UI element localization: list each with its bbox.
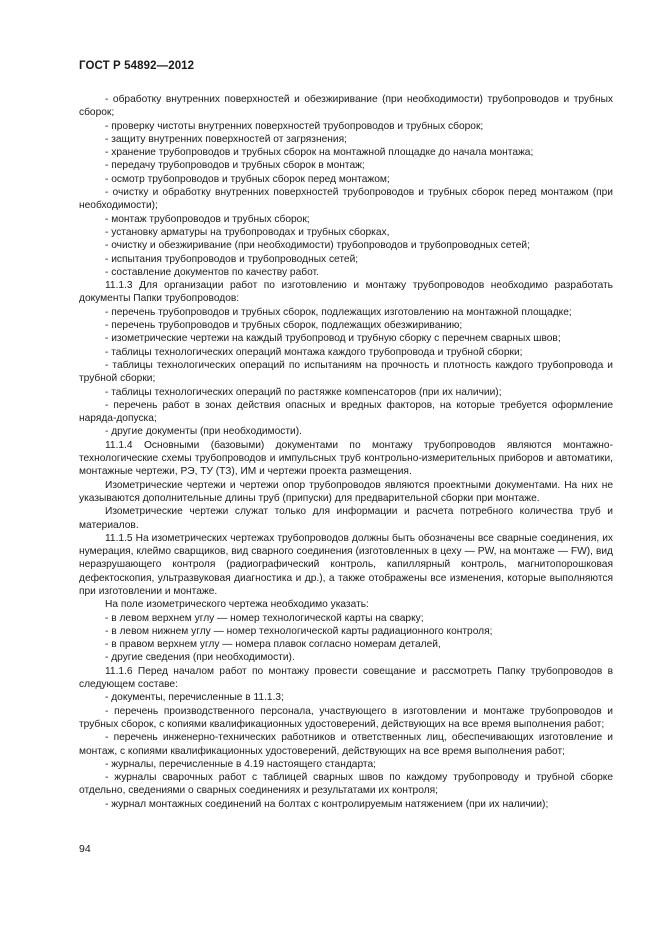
paragraph: - в правом верхнем углу — номера плавок согласно номерам деталей, bbox=[105, 639, 441, 651]
paragraph: - перечень производственного персонала, участвующего в изготовлении и монтаже трубопроводов и трубных сборок, с копиями квалификационных удостоверений, действующих на все время выполнения работ; bbox=[79, 705, 613, 730]
paragraph: - таблицы технологических операций монтажа каждого трубопровода и трубной сборки; bbox=[105, 346, 523, 358]
paragraph: - документы, перечисленные в 11.1.3; bbox=[105, 692, 284, 704]
paragraph: - перечень трубопроводов и трубных сборок, подлежащих изготовлению на монтажной площадке; bbox=[105, 306, 572, 318]
paragraph: - таблицы технологических операций по испытаниям на прочность и плотность каждого трубопровода и трубной сборки; bbox=[79, 359, 613, 385]
paragraph: - другие документы (при необходимости). bbox=[105, 426, 302, 438]
paragraph: - испытания трубопроводов и трубопроводных сетей; bbox=[105, 253, 359, 265]
paragraph: - в левом нижнем углу — номер технологической карты радиационного контроля; bbox=[105, 625, 493, 637]
paragraph: - очистку и обработку внутренних поверхностей трубопроводов и трубных сборок перед монтажом (при необходимости); bbox=[79, 187, 613, 212]
paragraph: - журналы сварочных работ с таблицей сварных швов по каждому трубопроводу и трубной сборке отдельно, сведениями о сварных соединениях и результатами их контроля; bbox=[79, 772, 613, 797]
paragraph: Изометрические чертежи служат только для информации и расчета потребного количества труб и материалов. bbox=[79, 506, 613, 531]
paragraph: - обработку внутренних поверхностей и обезжиривание (при необходимости) трубопроводов и трубных сборок; bbox=[79, 94, 613, 119]
paragraph: - осмотр трубопроводов и трубных сборок перед монтажом; bbox=[105, 173, 390, 185]
running-header: ГОСТ Р 54892—2012 bbox=[79, 60, 195, 72]
paragraph: - перечень работ в зонах действия опасных и вредных факторов, на которые требуется оформление наряда-допуска; bbox=[79, 399, 613, 425]
paragraph: - другие сведения (при необходимости). bbox=[105, 652, 295, 664]
paragraph: - перечень инженерно-технических работников и ответственных лиц, обеспечивающих изготовление и монтаж, с копиями квалификационных удостоверений, действующих на все время выполнения работ; bbox=[79, 732, 613, 757]
paragraph: - перечень трубопроводов и трубных сборок, подлежащих обезжириванию; bbox=[105, 320, 463, 332]
paragraph: - монтаж трубопроводов и трубных сборок; bbox=[105, 213, 310, 225]
paragraph: Изометрические чертежи и чертежи опор трубопроводов являются проектными документами. На них не указываются дополнительные длины труб (припуски) для предварительной сборки при монтаже. bbox=[79, 479, 613, 504]
paragraph: - журнал монтажных соединений на болтах с контролируемым натяжением (при их наличии); bbox=[105, 798, 549, 810]
paragraph: - проверку чистоты внутренних поверхностей трубопроводов и трубных сборок; bbox=[105, 120, 484, 132]
paragraph: - очистку и обезжиривание (при необходимости) трубопроводов и трубопроводных сетей; bbox=[105, 240, 530, 252]
page-number: 94 bbox=[79, 843, 91, 855]
paragraph: 11.1.5 На изометрических чертежах трубопроводов должны быть обозначены все сварные соединения, их нумерация, клеймо сварщиков, вид сварного соединения (изготовленных в цеху — PW, на монтаже — FW), вид неразрушающего контроля (радиографический контроль, капиллярный контроль, магнитопорошковая дефектоскопия, ультразвуковая диагностика и др.), а также отображены все изменения, которые выполняются при изготовлении и монтаже. bbox=[79, 532, 613, 597]
paragraph: - изометрические чертежи на каждый трубопровод и трубную сборку с перечнем сварных швов; bbox=[105, 333, 561, 345]
body-text bbox=[79, 93, 613, 811]
paragraph: 11.1.3 Для организации работ по изготовлению и монтажу трубопроводов необходимо разработать документы Папки трубопроводов: bbox=[79, 280, 613, 305]
paragraph: 11.1.6 Перед началом работ по монтажу провести совещание и рассмотреть Папку трубопроводов в следующем составе: bbox=[79, 665, 613, 691]
paragraph: 11.1.4 Основными (базовыми) документами по монтажу трубопроводов являются монтажно-технологические схемы трубопроводов и импульсных труб контрольно-измерительных приборов и автоматики, монтажные чертежи, РЭ, ТУ (ТЗ), ИМ и чертежи проекта размещения. bbox=[79, 439, 613, 478]
paragraph: - защиту внутренних поверхностей от загрязнения; bbox=[105, 133, 347, 145]
paragraph: - хранение трубопроводов и трубных сборок на монтажной площадке до начала монтажа; bbox=[105, 147, 534, 159]
paragraph: - журналы, перечисленные в 4.19 настоящего стандарта; bbox=[105, 758, 376, 770]
paragraph: - установку арматуры на трубопроводах и трубных сборках, bbox=[105, 226, 390, 238]
paragraph: - передачу трубопроводов и трубных сборок в монтаж; bbox=[105, 160, 365, 172]
paragraph: На поле изометрического чертежа необходимо указать: bbox=[105, 599, 369, 611]
paragraph: - составление документов по качеству работ. bbox=[105, 266, 319, 278]
paragraph: - в левом верхнем углу — номер технологической карты на сварку; bbox=[105, 612, 424, 624]
paragraph: - таблицы технологических операций по растяжке компенсаторов (при их наличии); bbox=[105, 386, 502, 398]
